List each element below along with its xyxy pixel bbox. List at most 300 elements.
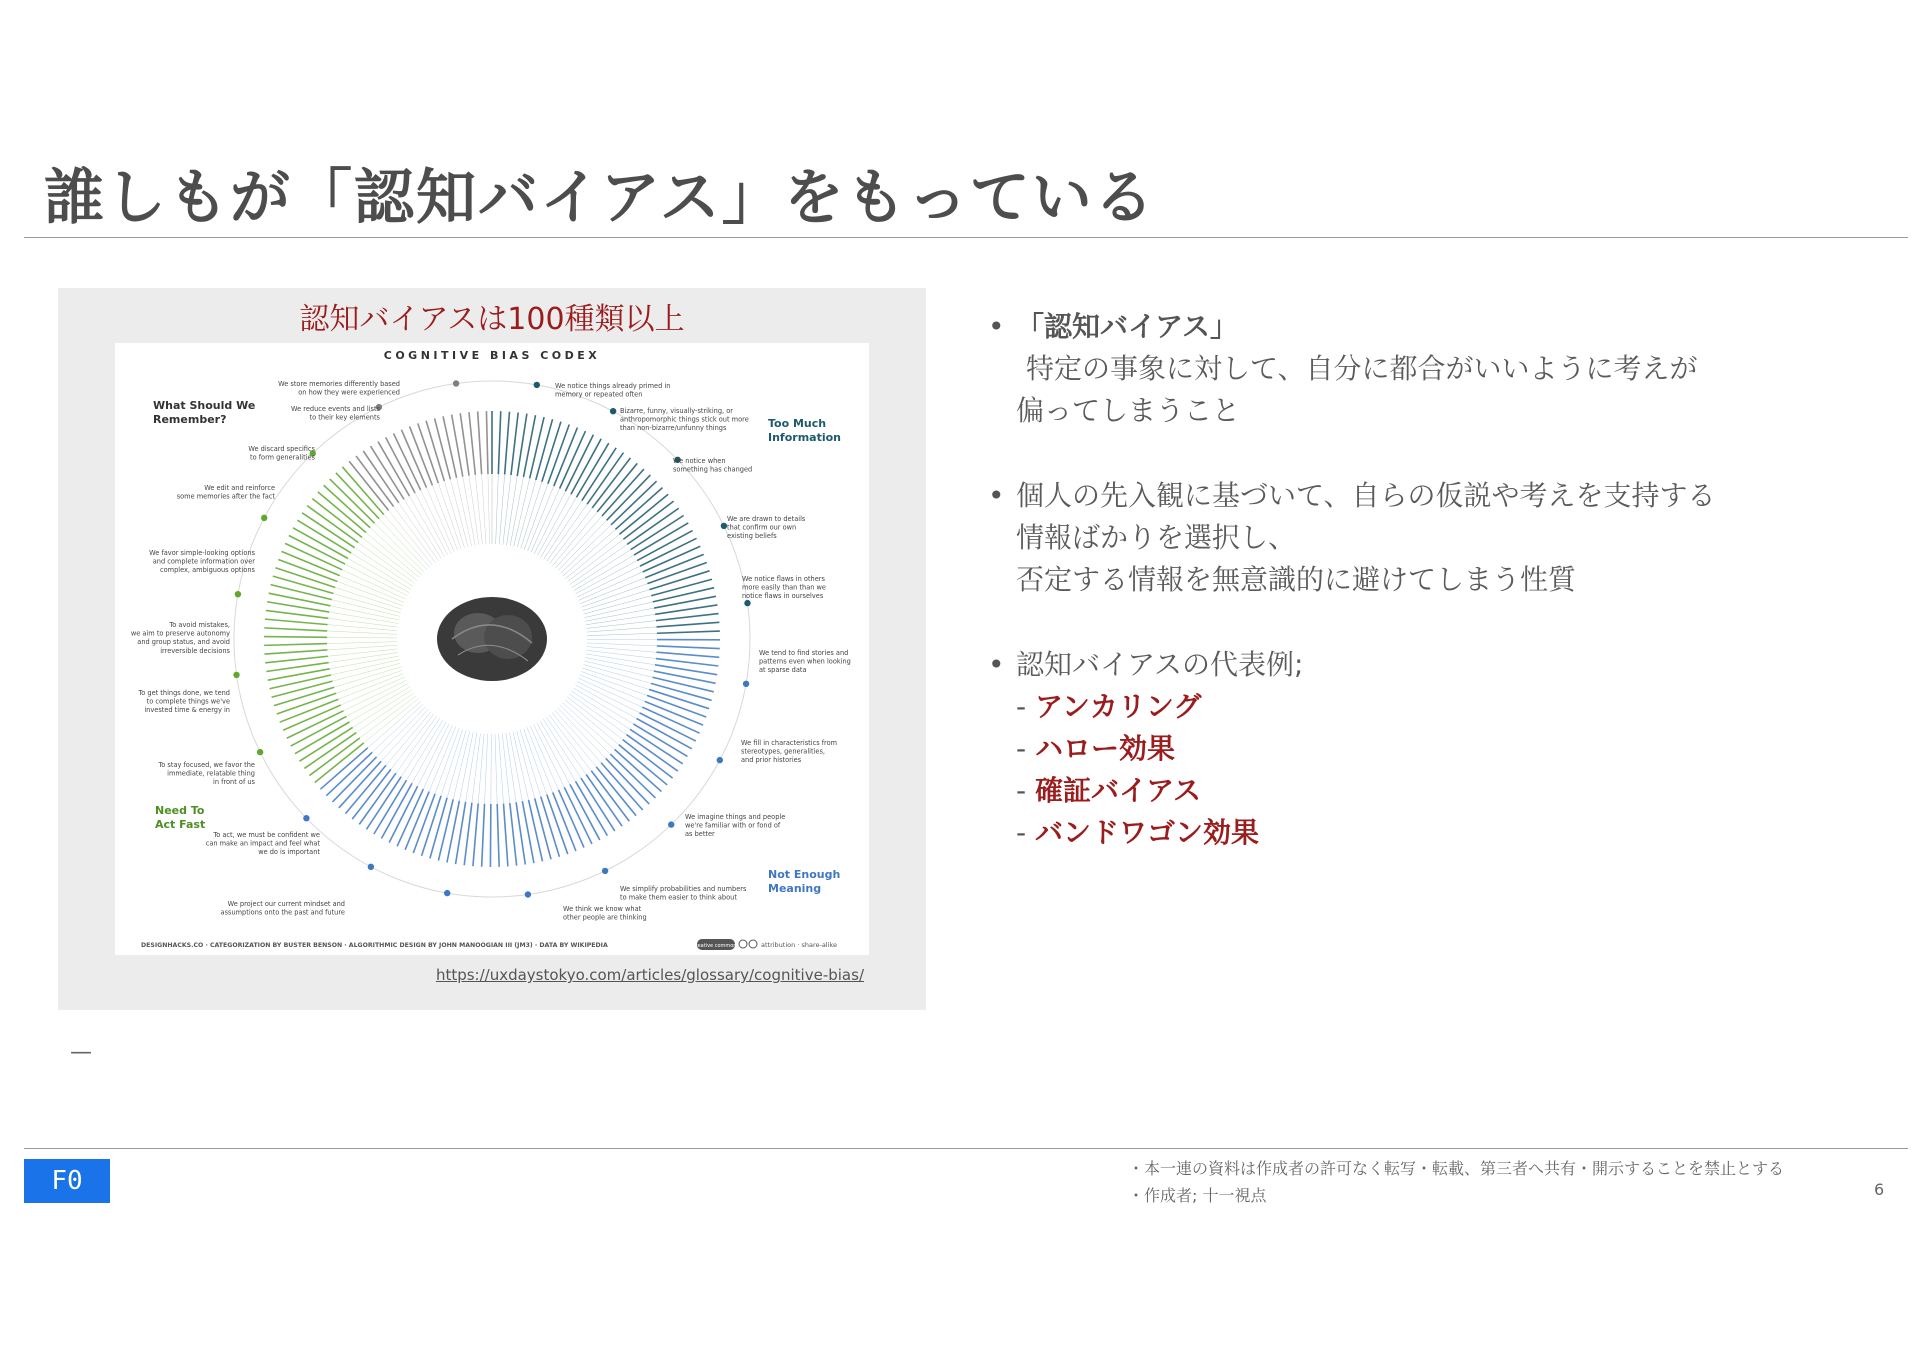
branch-line <box>547 504 587 561</box>
branch-line <box>327 637 397 638</box>
branch-line <box>524 729 547 795</box>
category-dot <box>303 815 309 821</box>
codex-note-line: something has changed <box>673 465 753 474</box>
branch-line <box>441 729 463 796</box>
bias-label-mark <box>656 614 719 621</box>
codex-note-line: and complete information over <box>152 557 255 566</box>
bias-label-mark <box>657 646 720 649</box>
category-dot <box>610 408 616 414</box>
branch-line <box>366 532 419 577</box>
bullet-line: 個人の先入観に基づいて、自らの仮説や考えを支持する <box>1016 479 1716 512</box>
branch-line <box>587 627 657 632</box>
branch-line <box>517 731 535 799</box>
quadrant-remember-line1: What Should We <box>153 399 256 412</box>
branch-line <box>438 483 461 549</box>
branch-line <box>375 523 425 572</box>
branch-line <box>463 477 475 546</box>
branch-line <box>540 721 575 781</box>
branch-line <box>333 594 400 613</box>
codex-note-line: memory or repeated often <box>555 390 643 399</box>
branch-line <box>327 631 397 634</box>
bias-label-mark <box>626 735 677 771</box>
bias-label-mark <box>570 784 600 840</box>
codex-note-line: We tend to find stories and <box>759 649 849 657</box>
codex-note-line: To avoid mistakes, <box>169 621 230 629</box>
branch-line <box>341 677 405 705</box>
branch-line <box>331 660 399 675</box>
branch-line <box>574 555 634 591</box>
codex-note-line: To get things done, we tend <box>138 689 230 697</box>
bias-label-mark <box>633 724 687 756</box>
branch-line <box>563 529 615 575</box>
bias-label-mark <box>581 778 615 831</box>
bias-label-mark <box>271 585 332 600</box>
branch-line <box>553 512 598 566</box>
codex-note-line: to their key elements <box>309 413 380 422</box>
footer-note: ・作成者; 十一視点 <box>1128 1186 1267 1205</box>
branch-line <box>337 581 403 605</box>
branch-line <box>423 725 452 789</box>
codex-note-line: We imagine things and people <box>685 813 786 821</box>
branch-line <box>577 682 640 713</box>
bias-label-mark <box>359 773 396 824</box>
codex-note-line: invested time & energy in <box>144 706 230 715</box>
example-item: - バンドワゴン効果 <box>1016 816 1260 849</box>
bullet-marker: • <box>988 310 1005 343</box>
branch-line <box>453 731 469 799</box>
bias-label-mark <box>366 777 401 830</box>
quadrant-meaning-line1: Not Enough <box>768 868 841 881</box>
category-dot <box>233 672 239 678</box>
bias-label-mark <box>469 412 475 475</box>
quadrant-information-line2: Information <box>768 431 841 444</box>
bias-label-mark <box>443 416 457 478</box>
codex-note-line: We reduce events and lists <box>291 405 380 413</box>
codex-note <box>177 484 276 501</box>
branch-line <box>328 649 398 656</box>
branch-line <box>342 570 406 599</box>
quadrant-act-fast <box>155 804 205 831</box>
branch-line <box>488 474 490 544</box>
codex-note-line: on how they were experienced <box>298 388 400 397</box>
branch-line <box>368 702 421 748</box>
branch-line <box>565 534 619 578</box>
panel-heading: 認知バイアスは100種類以上 <box>299 302 685 337</box>
bias-label-mark <box>530 417 544 478</box>
codex-note-line: We are drawn to details <box>727 515 806 523</box>
branch-line <box>555 516 602 568</box>
codex-graphic <box>115 343 869 955</box>
branch-line <box>570 544 627 584</box>
branch-line <box>560 705 610 754</box>
example-item: - ハロー効果 <box>1016 732 1176 765</box>
branch-line <box>576 561 638 594</box>
branch-line <box>495 734 497 804</box>
bias-label-mark <box>307 506 358 543</box>
footer-notes <box>1128 1155 1784 1209</box>
branch-line <box>328 618 397 627</box>
codex-note <box>741 739 837 764</box>
branch-line <box>332 663 400 681</box>
codex-note-line: in front of us <box>213 778 255 787</box>
branch-line <box>514 478 530 546</box>
branch-line <box>572 550 631 588</box>
codex-note-line: and prior histories <box>741 756 802 765</box>
branch-line <box>335 587 401 609</box>
branch-line <box>565 700 619 745</box>
codex-note-line: assumptions onto the past and future <box>220 908 345 917</box>
branch-line <box>586 614 655 624</box>
branch-line <box>386 712 431 766</box>
codex-note-line: existing beliefs <box>727 532 777 541</box>
branch-line <box>506 733 516 802</box>
branch-line <box>524 484 548 550</box>
codex-note <box>555 382 670 399</box>
branch-line <box>584 596 652 614</box>
codex-note-line: we're familiar with or fond of <box>685 821 781 830</box>
bias-label-mark <box>653 677 714 692</box>
category-dot <box>744 600 750 606</box>
bias-label-mark <box>637 531 692 561</box>
bias-label-mark <box>656 659 719 666</box>
bullet-marker: • <box>988 648 1005 681</box>
branch-line <box>346 684 408 717</box>
bias-label-mark <box>575 781 607 835</box>
bias-label-mark <box>297 520 351 553</box>
bias-label-mark <box>381 783 412 838</box>
branch-line <box>541 497 577 557</box>
quadrant-remember-line2: Remember? <box>153 413 227 426</box>
branch-line <box>358 542 415 583</box>
bias-label-mark <box>264 644 327 646</box>
codex-note-line: We project our current mindset and <box>227 900 345 908</box>
image-panel <box>58 288 926 1010</box>
branch-line <box>585 608 654 621</box>
source-link[interactable]: https://uxdaystokyo.com/articles/glossary/cognitive-bias/ <box>435 966 864 984</box>
bias-label-mark <box>482 804 485 867</box>
title-divider <box>24 237 1908 238</box>
bias-label-mark <box>464 803 472 866</box>
quadrant-meaning-line2: Meaning <box>768 882 822 895</box>
branch-line <box>418 724 450 786</box>
branch-line <box>558 520 607 570</box>
codex-note-line: We store memories differently based <box>278 380 400 388</box>
codex-note-line: We edit and reinforce <box>204 484 275 492</box>
codex-note-line: To stay focused, we favor the <box>158 761 255 769</box>
bias-label-mark <box>535 798 551 859</box>
bias-label-mark <box>374 780 407 834</box>
bias-label-mark <box>637 718 692 748</box>
quadrant-remember <box>153 399 255 426</box>
codex-note-line: complex, ambiguous options <box>159 566 255 575</box>
codex-note-line: To act, we must be confident we <box>213 831 320 839</box>
branch-line <box>558 708 606 759</box>
bias-label-mark <box>272 681 333 697</box>
bias-label-mark <box>269 675 330 689</box>
codex-note-line: We favor simple-looking options <box>149 549 255 557</box>
branch-line <box>561 525 612 573</box>
branch-line <box>531 489 560 553</box>
category-dot <box>668 821 674 827</box>
branch-line <box>537 723 570 785</box>
bias-label-mark <box>378 442 410 497</box>
branch-line <box>370 528 422 575</box>
bias-label-mark <box>265 650 328 654</box>
bullet-definition <box>988 306 1888 432</box>
branch-line <box>404 499 441 558</box>
bias-label-mark <box>438 799 453 860</box>
branch-line <box>466 733 477 802</box>
share-alike-icon <box>749 940 757 948</box>
bias-label-mark <box>631 515 684 549</box>
category-dot <box>717 757 723 763</box>
codex-note-line: we aim to preserve autonomy <box>130 629 230 638</box>
dash-mark: — <box>70 1040 92 1065</box>
category-dot <box>525 891 531 897</box>
bias-label-mark <box>623 501 673 539</box>
branch-line <box>469 476 479 545</box>
bias-label-mark <box>293 528 348 559</box>
cc-logo-label: creative commons <box>692 943 740 949</box>
branch-line <box>573 688 633 724</box>
branch-line <box>353 690 412 728</box>
bias-label-mark <box>295 722 349 754</box>
branch-line <box>586 654 655 665</box>
bias-label-mark <box>473 803 478 866</box>
bias-label-mark <box>651 579 712 596</box>
bias-label-mark <box>657 631 720 633</box>
bullet-list <box>988 306 1888 897</box>
codex-credits: DESIGNHACKS.CO · CATEGORIZATION BY BUSTER BENSON · ALGORITHMIC DESIGN BY JOHN MANOOGIAN III (JM3) · DATA BY WIKIPEDIA <box>141 942 608 949</box>
bias-label-mark <box>264 637 327 638</box>
codex-note-line: We notice flaws in others <box>742 575 825 583</box>
bullet-line: 偏ってしまうこと <box>1016 394 1241 427</box>
branch-line <box>502 733 510 803</box>
codex-note-line: We think we know what <box>563 905 642 913</box>
codex-note-line: and group status, and avoid <box>137 638 230 647</box>
codex-note <box>137 689 230 714</box>
branch-line <box>513 732 529 800</box>
codex-note-line: that confirm our own <box>727 523 797 532</box>
bias-label-mark <box>653 588 714 602</box>
bias-label-mark <box>264 628 327 631</box>
quadrant-act-fast-line2: Act Fast <box>155 818 206 831</box>
category-dot <box>453 380 459 386</box>
bias-label-mark <box>587 453 623 504</box>
example-item: - アンカリング <box>1016 690 1202 723</box>
attribution-icon <box>739 940 747 948</box>
bias-label-mark <box>586 774 622 826</box>
bias-label-mark <box>656 652 719 657</box>
bias-label-mark <box>304 733 356 769</box>
codex-note <box>248 445 315 462</box>
category-dot <box>743 681 749 687</box>
bias-label-mark <box>265 656 328 663</box>
bias-label-mark <box>582 448 616 501</box>
branch-line <box>394 507 436 563</box>
branch-line <box>567 697 622 740</box>
branch-line <box>327 645 397 650</box>
branch-line <box>345 564 407 596</box>
footer-note: ・本一連の資料は作成者の許可なく転写・転載、第三者へ共有・開示することを禁止とする <box>1128 1159 1785 1178</box>
codex-note-line: notice flaws in ourselves <box>742 592 824 601</box>
branch-line <box>482 474 486 544</box>
codex-note-line: We simplify probabilities and numbers <box>620 885 747 893</box>
branch-line <box>381 709 428 761</box>
bias-label-mark <box>510 803 517 866</box>
codex-note-line: at sparse data <box>759 666 807 675</box>
bias-label-mark <box>529 800 543 861</box>
bias-label-mark <box>571 439 601 494</box>
branch-line <box>503 475 511 545</box>
codex-note <box>149 549 255 574</box>
bias-label-mark <box>478 411 482 474</box>
codex-note-line: stereotypes, generalities, <box>741 747 825 756</box>
page-number: 6 <box>1874 1180 1885 1199</box>
category-dot <box>534 382 540 388</box>
bias-label-mark <box>273 576 334 593</box>
codex-note-line: We discard specifics <box>248 445 315 453</box>
branch-line <box>582 668 649 689</box>
bias-label-mark <box>630 729 683 763</box>
branch-line <box>584 661 652 677</box>
codex-note <box>206 831 321 856</box>
cognitive-bias-codex-image <box>115 343 869 955</box>
branch-line <box>579 572 643 600</box>
footer-divider <box>24 1148 1908 1149</box>
quadrant-information-line1: Too Much <box>768 417 827 430</box>
codex-note-line: can make an impact and feel what <box>205 839 320 848</box>
codex-note-line: immediate, relatable thing <box>167 769 255 778</box>
bias-label-mark <box>627 508 679 544</box>
branch-line <box>396 716 437 773</box>
codex-note <box>685 813 785 838</box>
branch-line <box>426 488 454 552</box>
bias-label-mark <box>486 411 488 474</box>
branch-line <box>555 710 601 763</box>
slide-title: 誰しもが「認知バイアス」をもっている <box>44 163 1156 233</box>
codex-note <box>727 515 806 540</box>
bias-label-mark <box>504 804 508 867</box>
quadrant-act-fast-line1: Need To <box>155 804 205 817</box>
branch-line <box>377 707 426 757</box>
codex-note <box>291 405 381 422</box>
branch-line <box>327 642 397 644</box>
bias-label-mark <box>299 727 352 761</box>
category-dot <box>235 591 241 597</box>
bullet-line: 否定する情報を無意識的に避けてしまう性質 <box>1016 563 1577 596</box>
bias-label-mark <box>505 412 510 475</box>
codex-note-line: Bizarre, funny, visually-striking, or <box>620 407 733 415</box>
branch-line <box>520 730 541 797</box>
branch-line <box>384 514 430 567</box>
bias-label-mark <box>634 523 688 555</box>
branch-line <box>475 475 482 545</box>
branch-line <box>509 732 522 801</box>
branch-line <box>581 671 647 695</box>
bias-label-mark <box>386 437 415 493</box>
branch-line <box>549 715 591 771</box>
branch-line <box>379 519 427 570</box>
bias-label-mark <box>536 419 553 480</box>
branch-line <box>543 719 581 778</box>
category-dot <box>602 868 608 874</box>
branch-line <box>435 728 459 794</box>
bias-label-mark <box>576 443 608 497</box>
branch-line <box>581 584 647 607</box>
bullet-line: 認知バイアスの代表例; <box>1016 648 1304 681</box>
codex-note <box>673 457 752 474</box>
branch-line <box>372 704 423 752</box>
branch-line <box>447 730 466 797</box>
branch-line <box>328 625 398 631</box>
branch-line <box>362 537 417 580</box>
branch-line <box>585 657 654 671</box>
codex-note-line: than non-bizarre/unfunny things <box>620 424 727 433</box>
bias-label-mark <box>498 411 500 474</box>
bullet-examples <box>988 644 1888 854</box>
branch-line <box>329 653 398 663</box>
bias-label-mark <box>651 683 712 700</box>
branch-line <box>585 602 653 618</box>
bullet-tendency <box>988 475 1888 601</box>
codex-note <box>742 575 826 600</box>
branch-line <box>550 508 593 564</box>
branch-line <box>568 539 624 581</box>
branch-line <box>530 726 558 790</box>
codex-note-line: irreversible decisions <box>160 646 230 655</box>
branch-line <box>334 667 401 687</box>
category-dot <box>368 864 374 870</box>
branch-line <box>332 600 400 617</box>
bias-label-mark <box>302 513 354 548</box>
bias-label-mark <box>265 619 328 624</box>
branch-line <box>586 621 656 629</box>
bias-label-mark <box>430 798 447 859</box>
branch-line <box>583 590 650 611</box>
codex-note-line: to form generalities <box>250 453 315 462</box>
bias-label-mark <box>309 738 359 776</box>
codex-note <box>278 380 400 397</box>
codex-note <box>620 407 749 432</box>
bias-label-mark <box>497 804 499 867</box>
branch-line <box>587 633 657 635</box>
branch-line <box>391 714 434 769</box>
codex-note-line: patterns even when looking <box>759 657 851 666</box>
branch-line <box>330 656 399 669</box>
branch-line <box>499 474 504 544</box>
codex-note-line: anthropomorphic things stick out more <box>620 415 749 424</box>
codex-note <box>563 905 647 922</box>
branch-line <box>521 482 542 549</box>
bias-label-mark <box>356 456 394 507</box>
branch-line <box>569 694 626 735</box>
example-item: - 確証バイアス <box>1016 774 1202 807</box>
branch-line <box>389 510 433 565</box>
codex-note-line: We fill in characteristics from <box>741 739 838 747</box>
codex-title: COGNITIVE BIAS CODEX <box>383 349 601 362</box>
branch-line <box>546 717 586 774</box>
codex-note-line: We notice things already primed in <box>555 382 671 390</box>
bias-label-mark <box>371 446 405 499</box>
bias-label-mark <box>511 413 518 476</box>
codex-note-line: some memories after the fact <box>176 492 275 501</box>
creative-commons-badge <box>693 939 837 950</box>
bias-label-mark <box>266 610 329 618</box>
codex-note <box>221 900 345 917</box>
bullet-term: 「認知バイアス」 <box>1016 310 1239 343</box>
codex-note-line: other people are thinking <box>563 913 647 922</box>
